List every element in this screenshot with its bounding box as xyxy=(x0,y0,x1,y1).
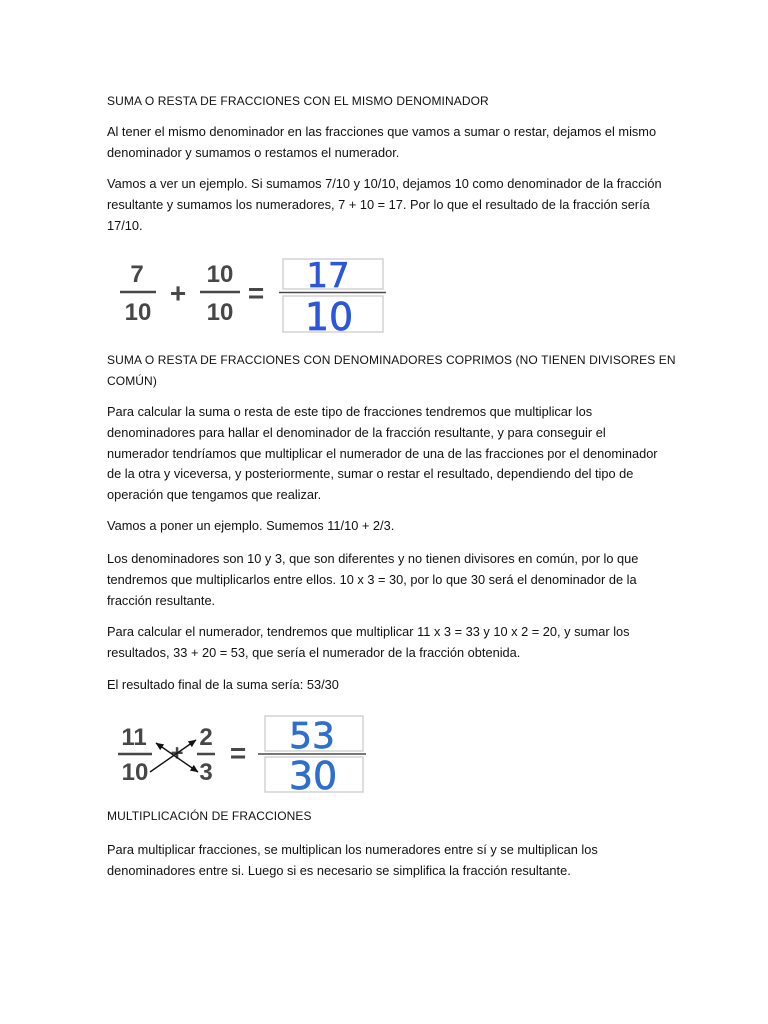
handwritten-result-denominator: 30 xyxy=(288,754,338,798)
plus-operator: + xyxy=(169,277,187,309)
equals-sign: = xyxy=(247,277,265,309)
text-line: de la otra y viceversa, y posteriormente, sumar o restar el resultado, dependiendo del tipo de xyxy=(107,466,634,482)
plus-operator: + xyxy=(170,740,184,766)
text-line: tendremos que multiplicarlos entre ellos. 10 x 3 = 30, por lo que 30 será el denominador de la xyxy=(107,571,637,587)
text-line: Los denominadores son 10 y 3, que son diferentes y no tienen divisores en común, por lo que xyxy=(107,551,639,566)
paragraph xyxy=(107,840,598,882)
text-line: denominadores entre si. Luego si es necesario se simplifica la fracción resultante. xyxy=(107,862,571,878)
text-line: numerador tendríamos que multiplicar el numerador de una de las fracciones por el denominador xyxy=(107,445,658,461)
first-fraction-numerator: 11 xyxy=(121,724,147,751)
text-line: Al tener el mismo denominador en las fracciones que vamos a sumar o restar, dejamos el mismo xyxy=(107,124,657,139)
paragraph xyxy=(107,174,662,236)
paragraph xyxy=(107,516,394,537)
second-fraction-numerator: 2 xyxy=(199,724,213,751)
paragraph xyxy=(107,402,658,506)
section-heading-same-denominator xyxy=(107,91,489,112)
text-line: denominador y sumamos o restamos el numerador. xyxy=(107,144,400,160)
text-line: resultados, 33 + 20 = 53, que sería el numerador de la fracción obtenida. xyxy=(107,644,521,660)
text-line: Vamos a ver un ejemplo. Si sumamos 7/10 y 10/10, dejamos 10 como denominador de la fracción xyxy=(107,176,662,191)
first-fraction-numerator: 7 xyxy=(130,261,144,288)
example-figure-coprime-denominators xyxy=(116,714,368,798)
paragraph xyxy=(107,549,638,611)
heading-line: SUMA O RESTA DE FRACCIONES CON EL MISMO DENOMINADOR xyxy=(107,94,489,108)
heading-line: COMÚN) xyxy=(107,373,157,388)
heading-line: SUMA O RESTA DE FRACCIONES CON DENOMINADORES COPRIMOS (NO TIENEN DIVISORES EN xyxy=(107,353,676,367)
text-line: Para calcular el numerador, tendremos que multiplicar 11 x 3 = 33 y 10 x 2 = 20, y sumar los xyxy=(107,624,630,639)
second-fraction-denominator: 3 xyxy=(199,759,213,786)
text-line: 17/10. xyxy=(107,217,143,233)
text-line: denominadores para hallar el denominador de la fracción resultante, y para conseguir el xyxy=(107,424,606,440)
section-heading-multiplication xyxy=(107,806,312,827)
second-fraction-numerator: 10 xyxy=(206,261,234,288)
first-fraction-denominator: 10 xyxy=(121,759,149,786)
text-line: Para multiplicar fracciones, se multiplican los numeradores entre sí y se multiplican los xyxy=(107,842,598,857)
text-line: Para calcular la suma o resta de este tipo de fracciones tendremos que multiplicar los xyxy=(107,404,593,419)
first-fraction-denominator: 10 xyxy=(124,299,152,326)
text-line: Vamos a poner un ejemplo. Sumemos 11/10 + 2/3. xyxy=(107,518,395,533)
section-heading-coprime-denominators xyxy=(107,350,676,392)
equals-sign: = xyxy=(229,737,247,769)
text-line: fracción resultante. xyxy=(107,592,216,608)
handwritten-result-denominator: 10 xyxy=(304,295,354,339)
second-fraction-denominator: 10 xyxy=(206,299,234,326)
handwritten-result-numerator: 17 xyxy=(306,256,350,296)
paragraph xyxy=(107,122,656,164)
text-line: resultante y sumamos los numeradores, 7 + 10 = 17. Por lo que el resultado de la fracción sería xyxy=(107,196,650,212)
paragraph xyxy=(107,675,339,696)
text-line: El resultado final de la suma sería: 53/30 xyxy=(107,677,339,692)
paragraph xyxy=(107,622,630,664)
handwritten-result-numerator: 53 xyxy=(289,716,335,757)
heading-line: MULTIPLICACIÓN DE FRACCIONES xyxy=(107,809,312,823)
text-line: operación que tengamos que realizar. xyxy=(107,487,322,503)
example-figure-same-denominator xyxy=(116,255,388,337)
